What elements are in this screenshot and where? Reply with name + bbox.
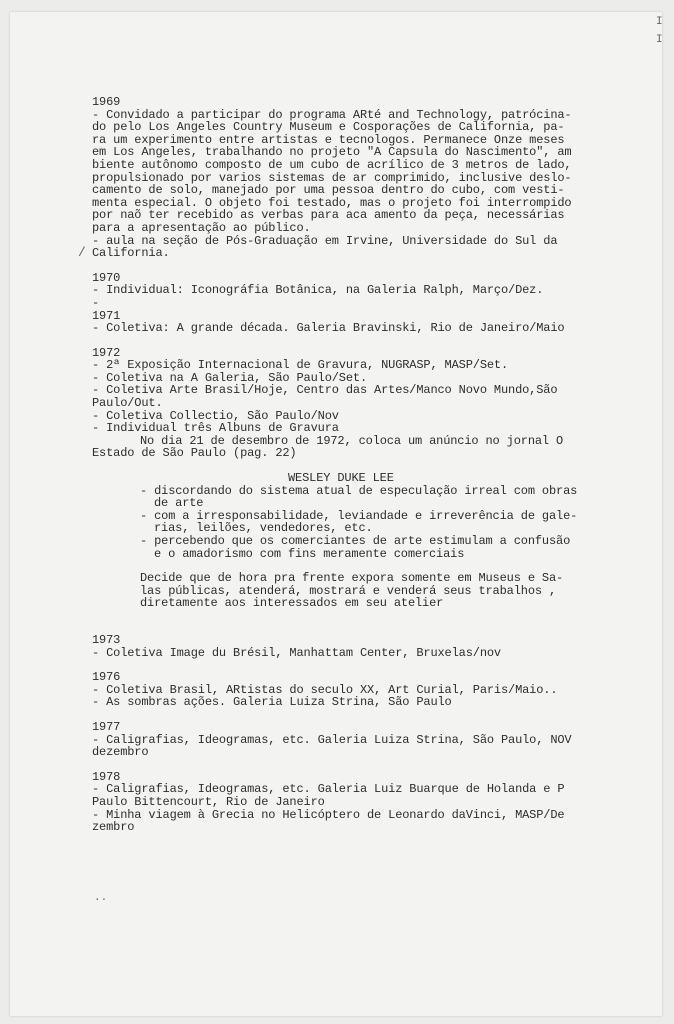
announcement-bullet: - com a irresponsabilidade, leviandade e irreverência de gale-: [140, 508, 578, 523]
section-1969: [92, 96, 632, 260]
section-1976: [92, 671, 632, 709]
entry-line: - Minha viagem à Grecia no Helicóptero de Leonardo daVinci, MASP/De: [92, 807, 565, 822]
section-1971: [92, 310, 632, 335]
year-heading: 1971: [92, 308, 121, 323]
note-line: Estado de São Paulo (pag. 22): [92, 446, 297, 461]
section-1977: [92, 721, 632, 759]
announcement-closing: las públicas, atenderá, mostrará e venderá seus trabalhos ,: [140, 583, 557, 598]
year-heading: 1972: [92, 345, 121, 360]
entry-line: - Coletiva na A Galeria, São Paulo/Set.: [92, 370, 367, 385]
year-heading: 1976: [92, 670, 121, 685]
entry-line: - aula na seção de Pós-Graduação em Irvine, Universidade do Sul da: [92, 233, 558, 248]
entry-line: propulsionado por varios sistemas de ar comprimido, inclusive deslo-: [92, 170, 572, 185]
margin-mark-top-right-2: I: [656, 34, 663, 46]
year-heading: 1973: [92, 632, 121, 647]
announcement-bullet: - percebendo que os comerciantes de arte estimulam a confusão: [140, 534, 571, 548]
announcement-bullet: de arte: [154, 496, 204, 511]
announcement-bullet: rias, leilões, vendedores, etc.: [154, 521, 373, 536]
announcement-bullet: - discordando do sistema atual de especulação irreal com obras: [140, 483, 578, 498]
entry-line: zembro: [92, 820, 135, 835]
entry-line: do pelo Los Angeles Country Museum e Cosporações de California, pa-: [92, 120, 565, 135]
announcement-block: [92, 472, 632, 610]
entry-line: - Coletiva Brasil, ARtistas do seculo XX, Art Curial, Paris/Maio..: [92, 682, 558, 697]
typed-text-body: [92, 96, 632, 834]
entry-line: - As sombras ações. Galeria Luiza Strina, São Paulo: [92, 695, 452, 710]
section-1973: [92, 634, 632, 659]
section-1970: [92, 272, 632, 310]
year-heading: 1969: [92, 95, 121, 109]
year-heading: 1978: [92, 769, 121, 784]
section-1972: [92, 347, 632, 460]
entry-line: em Los Angeles, trabalhando no projeto "A Capsula do Nascimento", am: [92, 145, 572, 160]
entry-line: por naõ ter recebido as verbas para aca amento da peça, necessárias: [92, 208, 565, 223]
entry-line: -: [92, 295, 100, 310]
entry-line: para a apresentação ao público.: [92, 220, 311, 235]
announcement-bullet: e o amadorismo com fins meramente comerciais: [154, 546, 465, 561]
entry-line: - Individual três Albuns de Gravura: [92, 421, 339, 436]
announcement-heading: WESLEY DUKE LEE: [288, 471, 394, 486]
entry-line: - Caligrafias, Ideogramas, etc. Galeria Luiza Strina, São Paulo, NOV: [92, 732, 572, 747]
margin-mark-top-right: I: [656, 16, 663, 28]
entry-line: California.: [92, 246, 170, 261]
entry-line: - 2ª Exposição Internacional de Gravura, NUGRASP, MASP/Set.: [92, 358, 509, 373]
margin-mark-bottom: ..: [94, 892, 108, 904]
entry-line: Paulo/Out.: [92, 396, 163, 411]
entry-line: - Convidado a participar do programa ARté and Technology, patrócina-: [92, 107, 572, 122]
entry-line: - Coletiva: A grande década. Galeria Bravinski, Rio de Janeiro/Maio: [92, 321, 565, 336]
margin-mark-left: /: [78, 245, 86, 260]
announcement-closing: Decide que de hora pra frente expora somente em Museus e Sa-: [140, 571, 564, 586]
entry-line: ra um experimento entre artistas e tecnologos. Permanece Onze meses: [92, 132, 565, 147]
entry-line: menta especial. O objeto foi testado, mas o projeto foi interrompido: [92, 195, 572, 210]
announcement-closing: diretamente aos interessados em seu atelier: [140, 596, 444, 611]
entry-line: camento de solo, manejado por uma pessoa dentro do cubo, com vesti-: [92, 183, 565, 198]
entry-line: - Coletiva Image du Brésil, Manhattam Center, Bruxelas/nov: [92, 645, 501, 660]
entry-line: - Caligrafias, Ideogramas, etc. Galeria Luiz Buarque de Holanda e P: [92, 782, 565, 797]
entry-line: dezembro: [92, 745, 149, 760]
year-heading: 1970: [92, 270, 121, 285]
entry-line: - Coletiva Collectio, São Paulo/Nov: [92, 408, 339, 423]
entry-line: Paulo Bittencourt, Rio de Janeiro: [92, 794, 325, 809]
entry-line: - Individual: Iconográfia Botânica, na Galeria Ralph, Março/Dez.: [92, 283, 544, 298]
year-heading: 1977: [92, 719, 121, 734]
entry-line: biente autônomo composto de um cubo de acrílico de 3 metros de lado,: [92, 157, 572, 172]
entry-line: - Coletiva Arte Brasil/Hoje, Centro das Artes/Manco Novo Mundo,São: [92, 383, 558, 398]
section-1978: [92, 771, 632, 834]
note-line: No dia 21 de desembro de 1972, coloca um anúncio no jornal O: [140, 433, 564, 448]
